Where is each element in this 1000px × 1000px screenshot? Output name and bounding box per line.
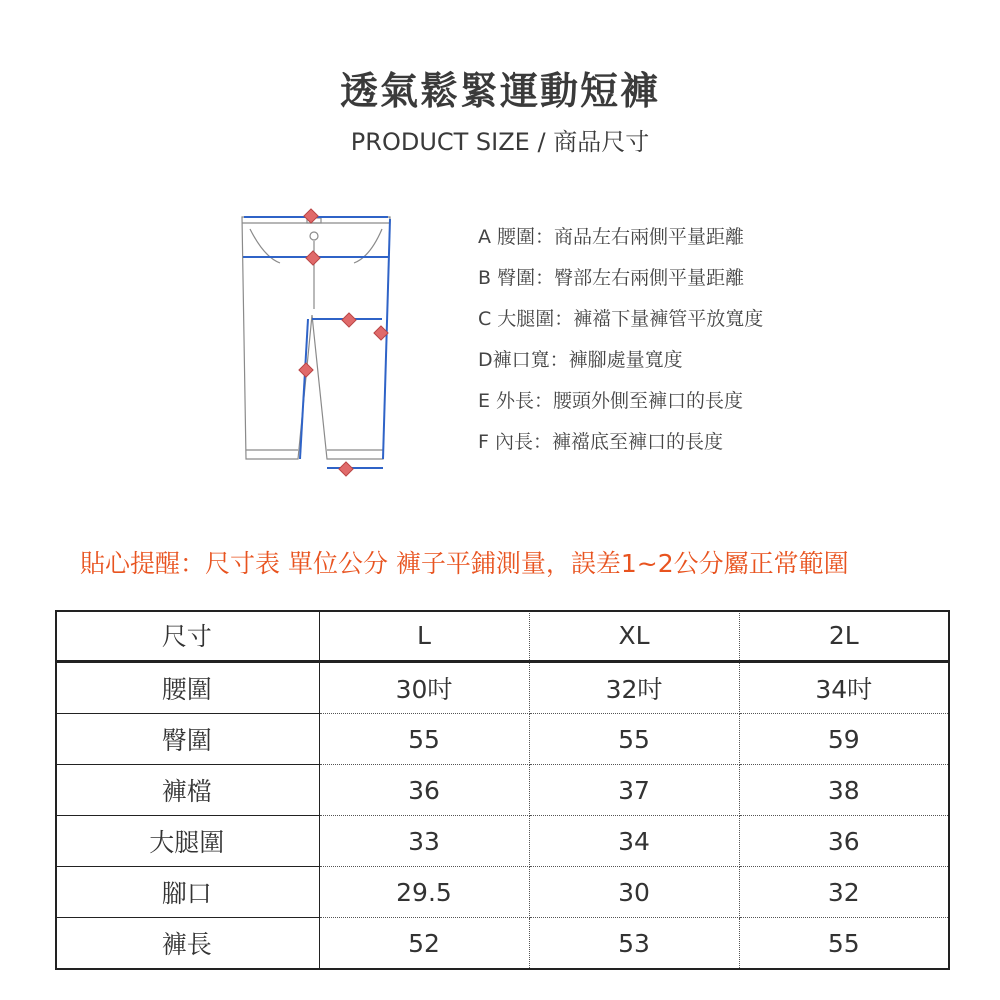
table-cell: 33 (319, 816, 529, 867)
header-xl: XL (529, 610, 739, 662)
legend-item-leg-opening: D褲口寬：褲腳處量寬度 (478, 349, 683, 371)
table-cell: 34 (529, 816, 739, 867)
legend-item-thigh: C 大腿圍：褲襠下量褲管平放寬度 (478, 308, 764, 330)
inseam-measure (300, 319, 308, 459)
table-cell: 32 (739, 867, 948, 918)
size-table (55, 610, 948, 968)
outseam-measure (383, 219, 390, 459)
page-title: 透氣鬆緊運動短褲 (339, 69, 660, 113)
legend-item-hip: B 臀圍：臀部左右兩側平量距離 (478, 267, 745, 289)
legend-item-outseam: E 外長：腰頭外側至褲口的長度 (478, 390, 744, 412)
row-label: 大腿圍 (55, 816, 319, 867)
shorts-measurement-diagram (232, 205, 412, 480)
row-label: 腳口 (55, 867, 319, 918)
table-cell: 36 (319, 765, 529, 816)
marker-a (304, 209, 318, 223)
table-cell: 36 (739, 816, 948, 867)
legend-item-waist: A 腰圍：商品左右兩側平量距離 (478, 226, 745, 248)
table-row (55, 867, 948, 918)
table-row (55, 765, 948, 816)
table-row (55, 714, 948, 765)
marker-c (342, 313, 356, 327)
row-label: 褲長 (55, 918, 319, 969)
table-cell: 59 (739, 714, 948, 765)
row-label: 褲檔 (55, 765, 319, 816)
table-row (55, 816, 948, 867)
table-cell: 29.5 (319, 867, 529, 918)
header-2l: 2L (739, 610, 948, 662)
measurement-notice: 貼心提醒：尺寸表 單位公分 褲子平鋪測量，誤差1~2公分屬正常範圍 (80, 549, 849, 578)
row-label: 腰圍 (55, 662, 319, 714)
table-cell: 52 (319, 918, 529, 969)
table-row (55, 662, 948, 714)
table-cell: 30 (529, 867, 739, 918)
table-cell: 55 (827, 928, 860, 958)
table-cell: 55 (319, 714, 529, 765)
marker-b (306, 251, 320, 265)
header-l: L (319, 610, 529, 662)
table-cell: 38 (739, 765, 948, 816)
table-header-row (55, 610, 948, 662)
marker-d (339, 462, 353, 476)
table-cell: 32吋 (529, 662, 739, 714)
table-cell: 30吋 (319, 662, 529, 714)
page-subtitle: PRODUCT SIZE / 商品尺寸 (350, 128, 650, 156)
legend-item-inseam: F 內長：褲襠底至褲口的長度 (478, 431, 723, 453)
table-cell: 34吋 (739, 662, 948, 714)
row-label: 臀圍 (55, 714, 319, 765)
header-size: 尺寸 (55, 610, 319, 662)
button (310, 232, 318, 240)
measurement-legend (478, 222, 838, 468)
table-cell: 53 (529, 918, 739, 969)
marker-f (299, 363, 313, 377)
table-row (55, 918, 948, 969)
table-cell: 55 (529, 714, 739, 765)
measure-markers (299, 209, 388, 476)
table-cell: 37 (529, 765, 739, 816)
